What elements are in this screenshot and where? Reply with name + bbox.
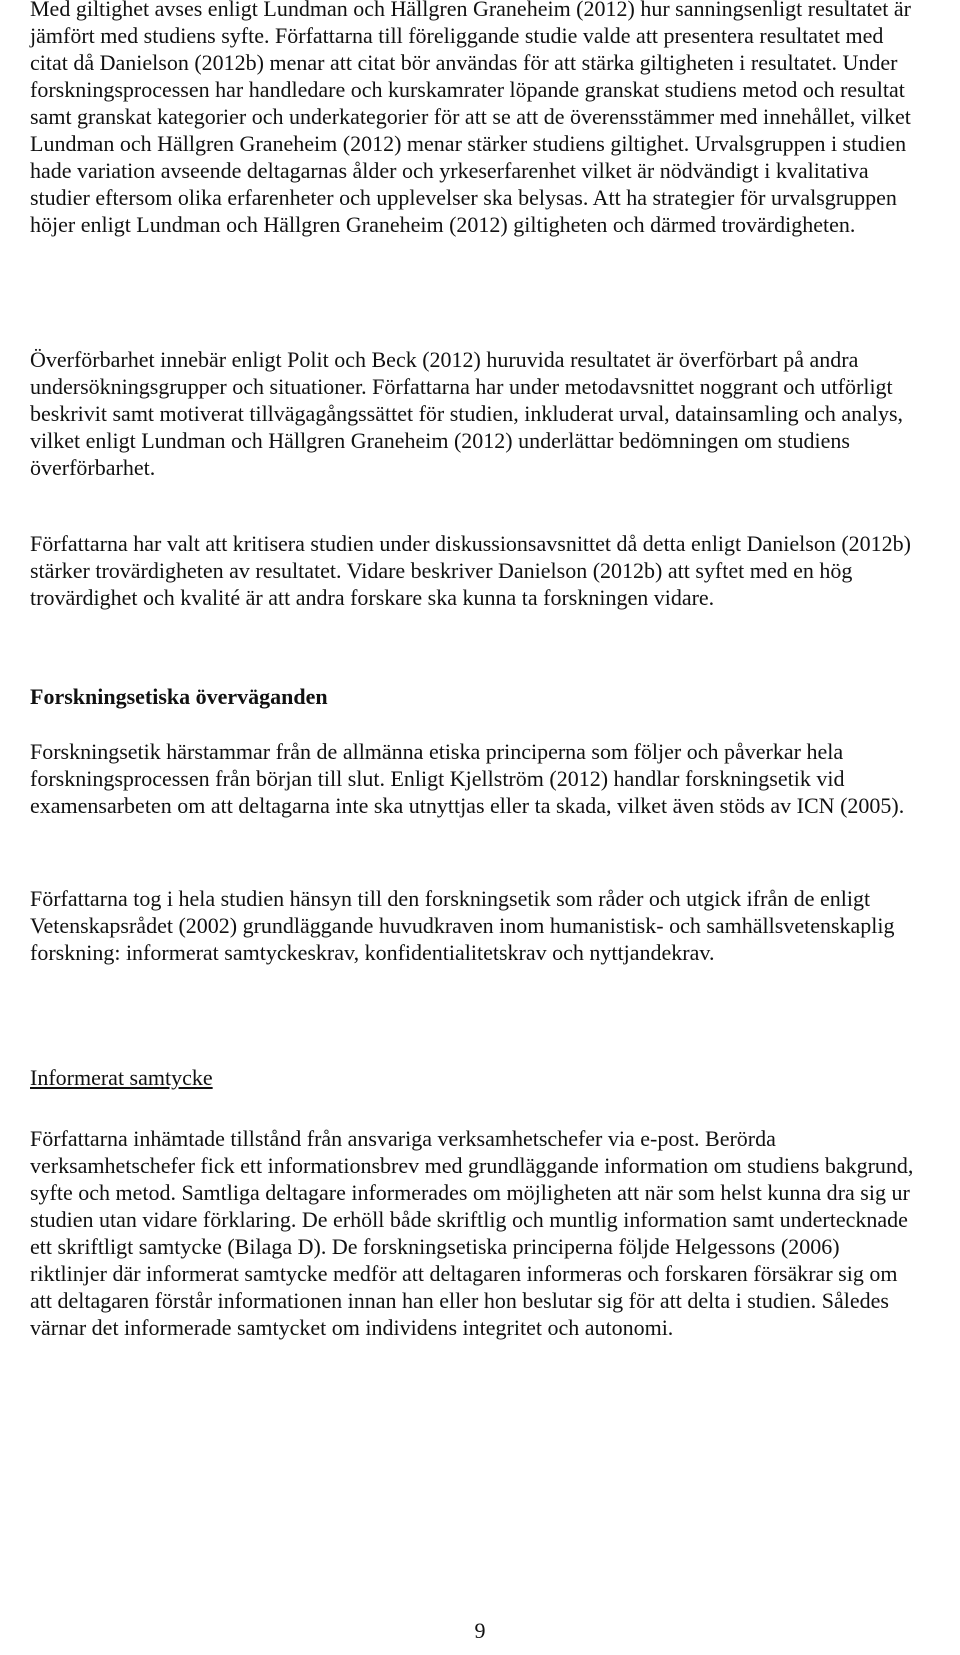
paragraph-critique: Författarna har valt att kritisera studien under diskussionsavsnittet då detta enligt Danielson (2012b) stärker trovärdigheten av resultatet. Vidare beskriver Danielson (2012b) att syftet med en hög trovärdighet och kvalité är att andra forskare ska kunna ta forskningen vidare. [30, 531, 912, 610]
heading-ethics: Forskningsetiska överväganden [30, 684, 328, 709]
paragraph-transferability: Överförbarhet innebär enligt Polit och Beck (2012) huruvida resultatet är överförbart på andra undersökningsgrupper och situationer. Författarna har under metodavsnittet noggrant och utförligt beskrivit samt motiverat tillvägagångssättet för studien, inkluderat urval, datainsamling och analys, vilket enligt Lundman och Hällgren Graneheim (2012) underlättar bedömningen om studiens överförbarhet. [30, 347, 904, 480]
heading-consent: Informerat samtycke [30, 1065, 213, 1090]
paragraph-ethics-requirements: Författarna tog i hela studien hänsyn till den forskningsetik som råder och utgick ifrån de enligt Vetenskapsrådet (2002) grundläggande huvudkraven inom humanistisk- och samhällsvetenskaplig forskning: informerat samtyckeskrav, konfidentialitetskrav och nyttjandekrav. [30, 886, 895, 965]
paragraph-consent: Författarna inhämtade tillstånd från ansvariga verksamhetschefer via e-post. Berörda verksamhetschefer fick ett informationsbrev med grundläggande information om studiens bakgrund, syfte och metod. Samtliga deltagare informerades om möjligheten att när som helst kunna dra sig ur studien utan vidare förklaring. De erhöll både skriftlig och muntlig information samt undertecknade ett skriftligt samtycke (Bilaga D). De forskningsetiska principerna följde Helgessons (2006) riktlinjer där informerat samtycke medför att deltagaren informeras och forskaren försäkrar sig om att deltagaren förstår informationen innan han eller hon beslutar sig för att delta i studien. Således värnar det informerade samtycket om individens integritet och autonomi. [30, 1126, 914, 1340]
page-number: 9 [474, 1618, 486, 1643]
paragraph-validity: Med giltighet avses enligt Lundman och Hällgren Graneheim (2012) hur sanningsenligt resultatet är jämfört med studiens syfte. Författarna till föreliggande studie valde att presentera resultatet med citat då Danielson (2012b) menar att citat bör användas för att stärka giltigheten i resultatet. Under forskningsprocessen har handledare och kurskamrater löpande granskat studiens metod och resultat samt granskat kategorier och underkategorier för att se att de överensstämmer med innehållet, vilket Lundman och Hällgren Graneheim (2012) menar stärker studiens giltighet. Urvalsgruppen i studien hade variation avseende deltagarnas ålder och yrkeserfarenhet vilket är nödvändigt i kvalitativa studier eftersom olika erfarenheter och upplevelser ska belysas. Att ha strategier för urvalsgruppen höjer enligt Lundman och Hällgren Graneheim (2012) giltigheten och därmed trovärdigheten. [30, 0, 911, 237]
paragraph-ethics-intro: Forskningsetik härstammar från de allmänna etiska principerna som följer och påverkar hela forskningsprocessen från början till slut. Enligt Kjellström (2012) handlar forskningsetik vid examensarbeten om att deltagarna inte ska utnyttjas eller ta skada, vilket även stöds av ICN (2005). [30, 739, 905, 818]
